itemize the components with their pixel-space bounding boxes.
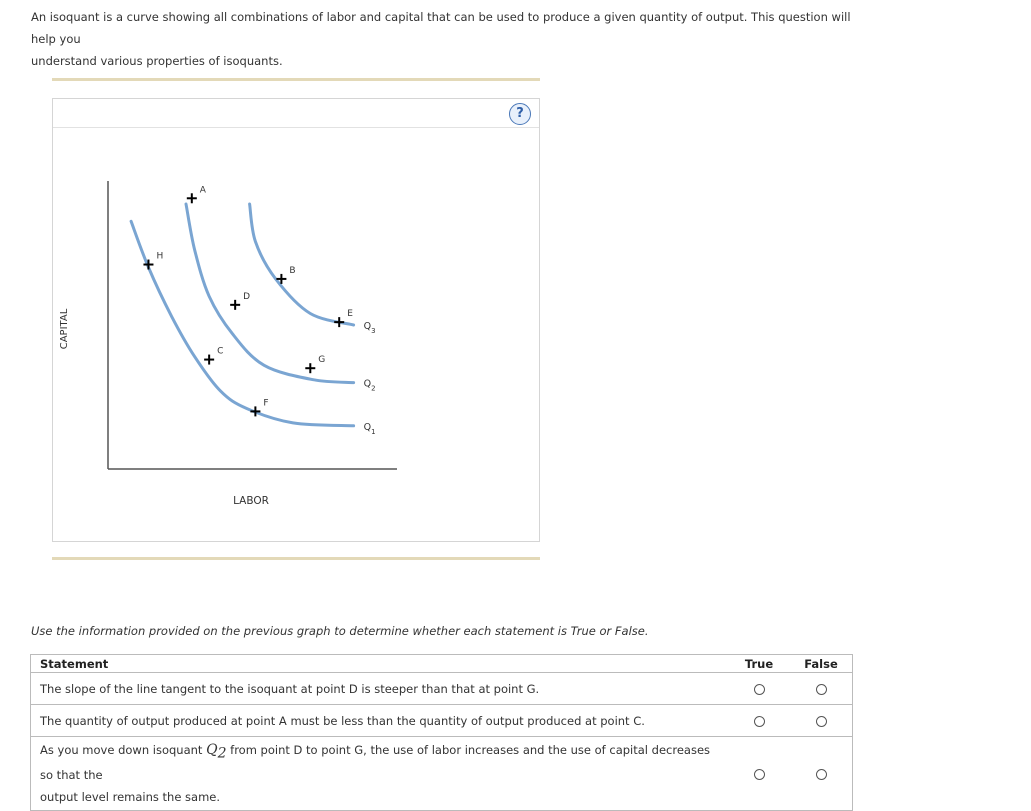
- statement-header: Statement: [31, 655, 729, 673]
- bottom-divider: [52, 557, 540, 560]
- statement-3-math-sub: 2: [217, 745, 227, 762]
- point-label: H: [156, 251, 164, 262]
- point-d: [230, 292, 250, 310]
- table-header-row: [31, 655, 853, 673]
- y-axis-label: CAPITAL: [59, 308, 70, 350]
- help-button[interactable]: ?: [509, 103, 531, 125]
- intro-text: [31, 6, 871, 72]
- point-label: D: [243, 291, 251, 302]
- point-label: G: [318, 355, 326, 366]
- statement-3-rest: from point D to point G, the use of labor increases and the use of capital decreases so that the: [40, 743, 711, 783]
- statement-3-false-radio[interactable]: [816, 769, 827, 780]
- top-divider: [52, 78, 540, 81]
- point-label: F: [263, 398, 269, 409]
- statement-2-true-radio[interactable]: [754, 716, 765, 727]
- isoquant-curve-q1: [131, 221, 354, 425]
- true-header: True: [728, 655, 790, 673]
- isoquant-chart: [53, 99, 539, 541]
- curve-label-q3: $Q_3$: [363, 321, 376, 335]
- point-c: [204, 347, 223, 365]
- statement-3: [31, 737, 729, 811]
- x-axis-label: LABOR: [233, 495, 269, 507]
- statement-3-start: As you move down isoquant: [40, 743, 207, 757]
- statement-2: The quantity of output produced at point A must be less than the quantity of output produced at point C.: [31, 705, 729, 737]
- curve-label-q2: $Q_2$: [363, 378, 376, 393]
- intro-line-2: understand various properties of isoquants.: [31, 54, 283, 68]
- statement-1: The slope of the line tangent to the isoquant at point D is steeper than that at point G.: [31, 673, 729, 705]
- statement-1-true-radio[interactable]: [754, 684, 765, 695]
- table-row: [31, 673, 853, 705]
- point-label: B: [289, 265, 296, 276]
- isoquant-curve-q3: [250, 204, 354, 325]
- statements-table: [30, 654, 853, 811]
- point-label: E: [347, 309, 353, 320]
- false-header: False: [790, 655, 853, 673]
- point-g: [305, 355, 325, 373]
- instructions-text: Use the information provided on the previous graph to determine whether each statement is True or False.: [31, 624, 649, 638]
- statement-1-false-radio[interactable]: [816, 684, 827, 695]
- statement-2-false-radio[interactable]: [816, 716, 827, 727]
- intro-line-1: An isoquant is a curve showing all combinations of labor and capital that can be used to produce a given quantity of output. This question will help you: [31, 10, 851, 46]
- isoquant-curve-q2: [186, 204, 354, 383]
- table-row: [31, 705, 853, 737]
- table-row: [31, 737, 853, 811]
- graph-panel: [52, 98, 540, 542]
- point-label: A: [199, 185, 206, 196]
- statement-3-true-radio[interactable]: [754, 769, 765, 780]
- point-a: [187, 185, 207, 203]
- point-label: C: [217, 346, 224, 357]
- statement-3-math-var: Q: [206, 742, 218, 758]
- curve-label-q1: $Q_1$: [363, 421, 376, 436]
- statement-3-line-2: output level remains the same.: [40, 790, 221, 805]
